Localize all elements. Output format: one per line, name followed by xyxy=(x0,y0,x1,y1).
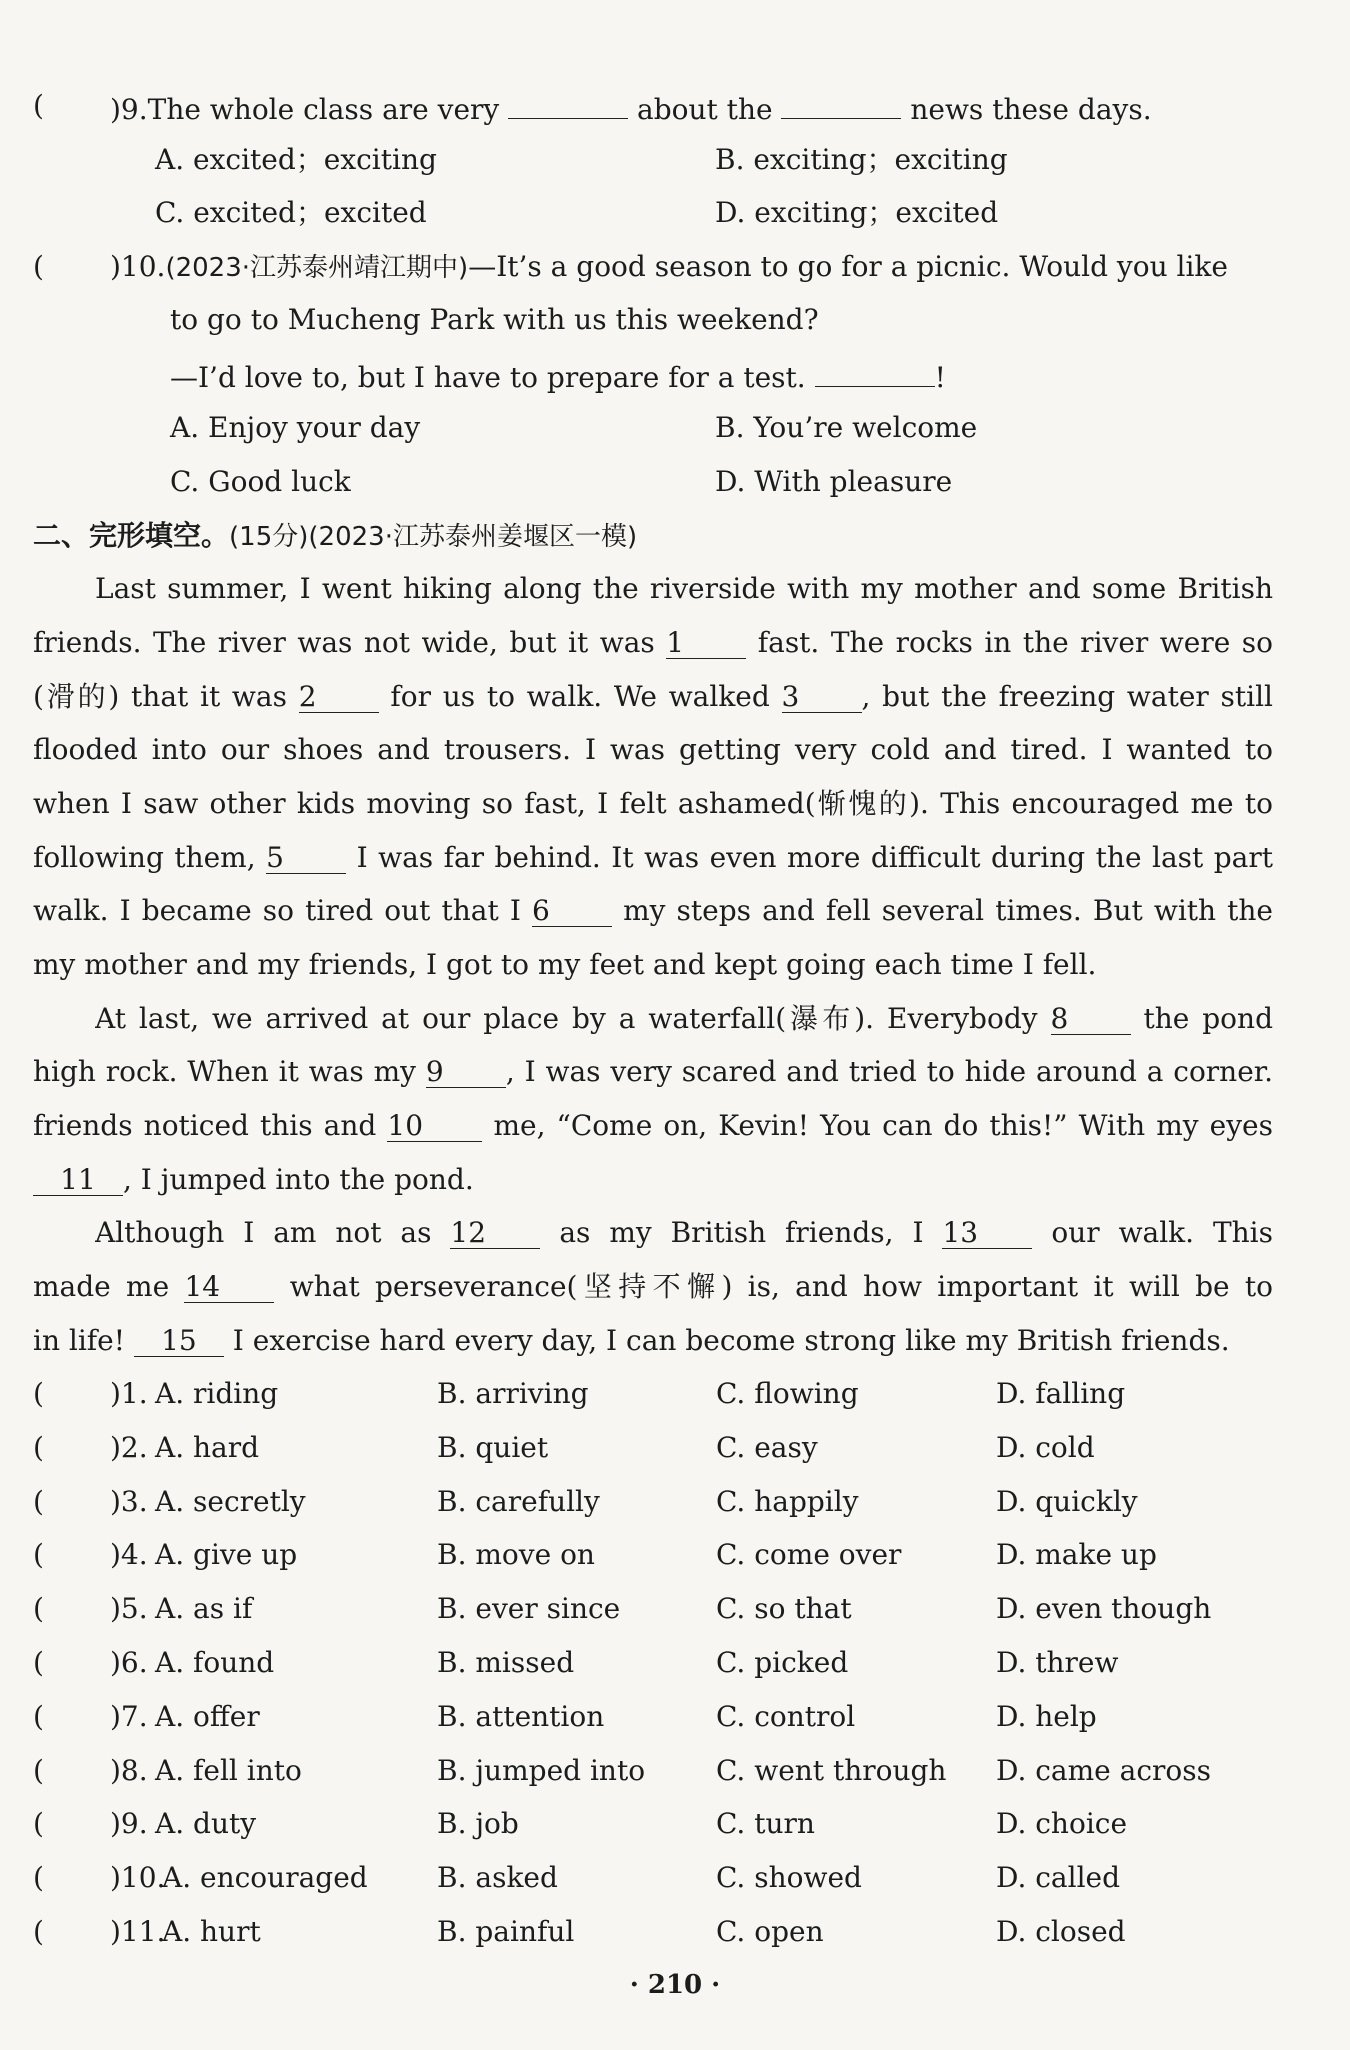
option-row xyxy=(0,1751,1350,1791)
option-c[interactable]: C. open xyxy=(716,1915,824,1948)
blank-9[interactable]: 9 xyxy=(426,1055,506,1088)
option-b[interactable]: B. quiet xyxy=(437,1430,549,1464)
option-b[interactable]: B. exciting；exciting xyxy=(715,143,1008,176)
question-number: )7. xyxy=(110,1699,148,1733)
question-9: ( )9.The whole class are very about the news these days. xyxy=(0,86,1350,126)
option-row xyxy=(0,1482,1350,1522)
section-meta: (15分)(2023·江苏泰州姜堰区一模) xyxy=(229,522,638,552)
option-a[interactable]: A. hard xyxy=(155,1430,260,1464)
option-b[interactable]: B. arriving xyxy=(437,1377,589,1410)
passage-line: walk. I became so tired out that I 6 my steps and fell several times. But with the xyxy=(33,891,1273,931)
blank-10[interactable]: 10 xyxy=(387,1109,482,1142)
blank-1[interactable]: 1 xyxy=(666,626,746,659)
passage-line: following them, 5 I was far behind. It was even more difficult during the last part xyxy=(33,841,1273,874)
question-10: ( )10.(2023·江苏泰州靖江期中)—It’s a good season to go for a picnic. Would you like xyxy=(0,247,1350,287)
answer-paren[interactable]: ( xyxy=(33,1430,44,1464)
answer-paren: ( xyxy=(33,250,44,283)
question-number: )9. xyxy=(110,93,148,126)
answer-paren[interactable]: ( xyxy=(33,1915,44,1948)
passage-line: made me 14 what perseverance(坚持不懈) is, and how important it will be to xyxy=(33,1270,1273,1303)
option-b[interactable]: B. job xyxy=(437,1807,519,1841)
page-number: · 210 · xyxy=(629,1970,721,2000)
section-heading xyxy=(33,516,637,556)
passage-line: Last summer, I went hiking along the riverside with my mother and some British xyxy=(95,572,1273,605)
option-a[interactable]: A. riding xyxy=(155,1377,279,1410)
answer-paren[interactable]: ( xyxy=(33,1753,44,1787)
question-number: )2. xyxy=(110,1430,148,1464)
option-c[interactable]: C. went through xyxy=(716,1753,947,1787)
option-a[interactable]: A. duty xyxy=(155,1807,257,1841)
blank-3[interactable]: 3 xyxy=(782,680,862,713)
blank-5[interactable]: 5 xyxy=(266,841,346,874)
answer-paren[interactable]: ( xyxy=(33,1807,44,1841)
answer-paren[interactable]: ( xyxy=(33,1861,44,1895)
option-c[interactable]: C. happily xyxy=(716,1484,859,1518)
passage-line: high rock. When it was my 9 , I was very scared and tried to hide around a corner. xyxy=(33,1055,1273,1088)
option-c[interactable]: C. control xyxy=(716,1699,856,1733)
option-d[interactable]: D. With pleasure xyxy=(715,465,953,498)
option-b[interactable]: B. You’re welcome xyxy=(715,411,978,444)
passage-line: friends. The river was not wide, but it was 1 fast. The rocks in the river were so xyxy=(33,626,1273,659)
answer-blank[interactable] xyxy=(781,86,901,119)
option-c[interactable]: C. picked xyxy=(716,1646,849,1679)
option-row xyxy=(0,1643,1350,1683)
question-number: )9. xyxy=(110,1807,148,1841)
passage-line: Although I am not as 12 as my British friends, I 13 our walk. This xyxy=(95,1216,1273,1249)
blank-13[interactable]: 13 xyxy=(942,1216,1032,1249)
option-row xyxy=(0,1912,1350,1952)
section-title: 二、完形填空。 xyxy=(33,519,230,552)
question-10-line-3: —I’d love to, but I have to prepare for a test. ! xyxy=(170,354,946,394)
option-row xyxy=(0,1374,1350,1414)
question-number: )8. xyxy=(110,1753,148,1787)
option-d[interactable]: D. exciting；excited xyxy=(715,196,999,229)
passage-line: 11 , I jumped into the pond. xyxy=(33,1160,474,1200)
option-b[interactable]: B. move on xyxy=(437,1538,595,1572)
option-a[interactable]: A. fell into xyxy=(155,1753,302,1787)
option-a[interactable]: A. as if xyxy=(155,1592,253,1626)
option-row xyxy=(0,1858,1350,1898)
option-c[interactable]: C. showed xyxy=(716,1861,862,1895)
question-number: )1. xyxy=(110,1377,148,1410)
question-number: )4. xyxy=(110,1538,148,1572)
question-number: )3. xyxy=(110,1484,148,1518)
option-row xyxy=(0,1589,1350,1629)
option-row xyxy=(0,1804,1350,1844)
option-b[interactable]: B. attention xyxy=(437,1699,605,1733)
question-10-line-2: to go to Mucheng Park with us this weekend? xyxy=(170,303,819,336)
option-b[interactable]: B. jumped into xyxy=(437,1753,646,1787)
question-number: )10. xyxy=(110,1861,166,1895)
blank-6[interactable]: 6 xyxy=(532,894,612,927)
option-a[interactable]: A. Enjoy your day xyxy=(170,411,421,444)
option-d[interactable]: D. called xyxy=(996,1861,1121,1895)
question-source: (2023·江苏泰州靖江期中) xyxy=(165,253,469,283)
question-number: )6. xyxy=(110,1646,148,1679)
passage-line: friends noticed this and 10 me, “Come on, Kevin! You can do this!” With my eyes xyxy=(33,1109,1273,1142)
answer-paren[interactable]: ( xyxy=(33,1377,44,1410)
option-a[interactable]: A. excited；exciting xyxy=(155,143,437,176)
answer-paren[interactable]: ( xyxy=(33,1646,44,1679)
option-b[interactable]: B. asked xyxy=(437,1861,558,1895)
option-c[interactable]: C. so that xyxy=(716,1592,852,1626)
option-a[interactable]: A. found xyxy=(155,1646,275,1679)
passage-line: when I saw other kids moving so fast, I felt ashamed(惭愧的). This encouraged me to xyxy=(33,787,1273,820)
blank-11[interactable]: 11 xyxy=(33,1163,123,1196)
answer-blank[interactable] xyxy=(508,86,628,119)
option-c[interactable]: C. easy xyxy=(716,1430,818,1464)
answer-blank[interactable] xyxy=(815,354,935,387)
passage-line: in life! 15 I exercise hard every day, I can become strong like my British friends. xyxy=(33,1324,1230,1357)
option-b[interactable]: B. missed xyxy=(437,1646,575,1679)
option-c[interactable]: C. Good luck xyxy=(170,465,351,498)
option-d[interactable]: D. make up xyxy=(996,1538,1157,1572)
option-c[interactable]: C. excited；excited xyxy=(155,196,427,229)
blank-8[interactable]: 8 xyxy=(1051,1002,1131,1035)
passage-line: my mother and my friends, I got to my feet and kept going each time I fell. xyxy=(33,948,1097,981)
passage-line: At last, we arrived at our place by a waterfall(瀑布). Everybody 8 the pond xyxy=(95,1002,1273,1035)
answer-paren[interactable]: ( xyxy=(33,1538,44,1572)
question-number: )10. xyxy=(110,250,166,283)
answer-paren[interactable]: ( xyxy=(33,1699,44,1733)
option-row xyxy=(0,1697,1350,1737)
answer-paren[interactable]: ( xyxy=(33,1592,44,1626)
question-number: )5. xyxy=(110,1592,148,1626)
option-row xyxy=(0,1535,1350,1575)
option-b[interactable]: B. ever since xyxy=(437,1592,621,1626)
option-a[interactable]: A. encouraged xyxy=(162,1861,368,1895)
option-d[interactable]: D. even though xyxy=(996,1592,1212,1626)
option-d[interactable]: D. came across xyxy=(996,1753,1212,1787)
option-a[interactable]: A. hurt xyxy=(162,1915,261,1948)
option-b[interactable]: B. carefully xyxy=(437,1484,600,1518)
option-row xyxy=(0,1428,1350,1468)
option-d[interactable]: D. help xyxy=(996,1699,1097,1733)
option-c[interactable]: C. flowing xyxy=(716,1377,859,1410)
option-c[interactable]: C. turn xyxy=(716,1807,815,1841)
answer-paren[interactable]: ( xyxy=(33,1484,44,1518)
option-c[interactable]: C. come over xyxy=(716,1538,902,1572)
option-a[interactable]: A. secretly xyxy=(155,1484,306,1518)
blank-14[interactable]: 14 xyxy=(184,1270,274,1303)
question-number: )11. xyxy=(110,1915,166,1948)
option-d[interactable]: D. falling xyxy=(996,1377,1126,1410)
option-b[interactable]: B. painful xyxy=(437,1915,575,1948)
option-a[interactable]: A. give up xyxy=(155,1538,298,1572)
option-a[interactable]: A. offer xyxy=(155,1699,260,1733)
answer-paren: ( xyxy=(33,89,44,122)
blank-15[interactable]: 15 xyxy=(134,1324,224,1357)
option-d[interactable]: D. threw xyxy=(996,1646,1119,1679)
blank-2[interactable]: 2 xyxy=(299,680,379,713)
blank-12[interactable]: 12 xyxy=(450,1216,540,1249)
passage-line: flooded into our shoes and trousers. I was getting very cold and tired. I wanted to xyxy=(33,730,1273,770)
option-d[interactable]: D. closed xyxy=(996,1915,1126,1948)
option-d[interactable]: D. cold xyxy=(996,1430,1095,1464)
passage-line: (滑的) that it was 2 for us to walk. We walked 3 , but the freezing water still xyxy=(33,680,1273,713)
option-d[interactable]: D. choice xyxy=(996,1807,1128,1841)
option-d[interactable]: D. quickly xyxy=(996,1484,1138,1518)
